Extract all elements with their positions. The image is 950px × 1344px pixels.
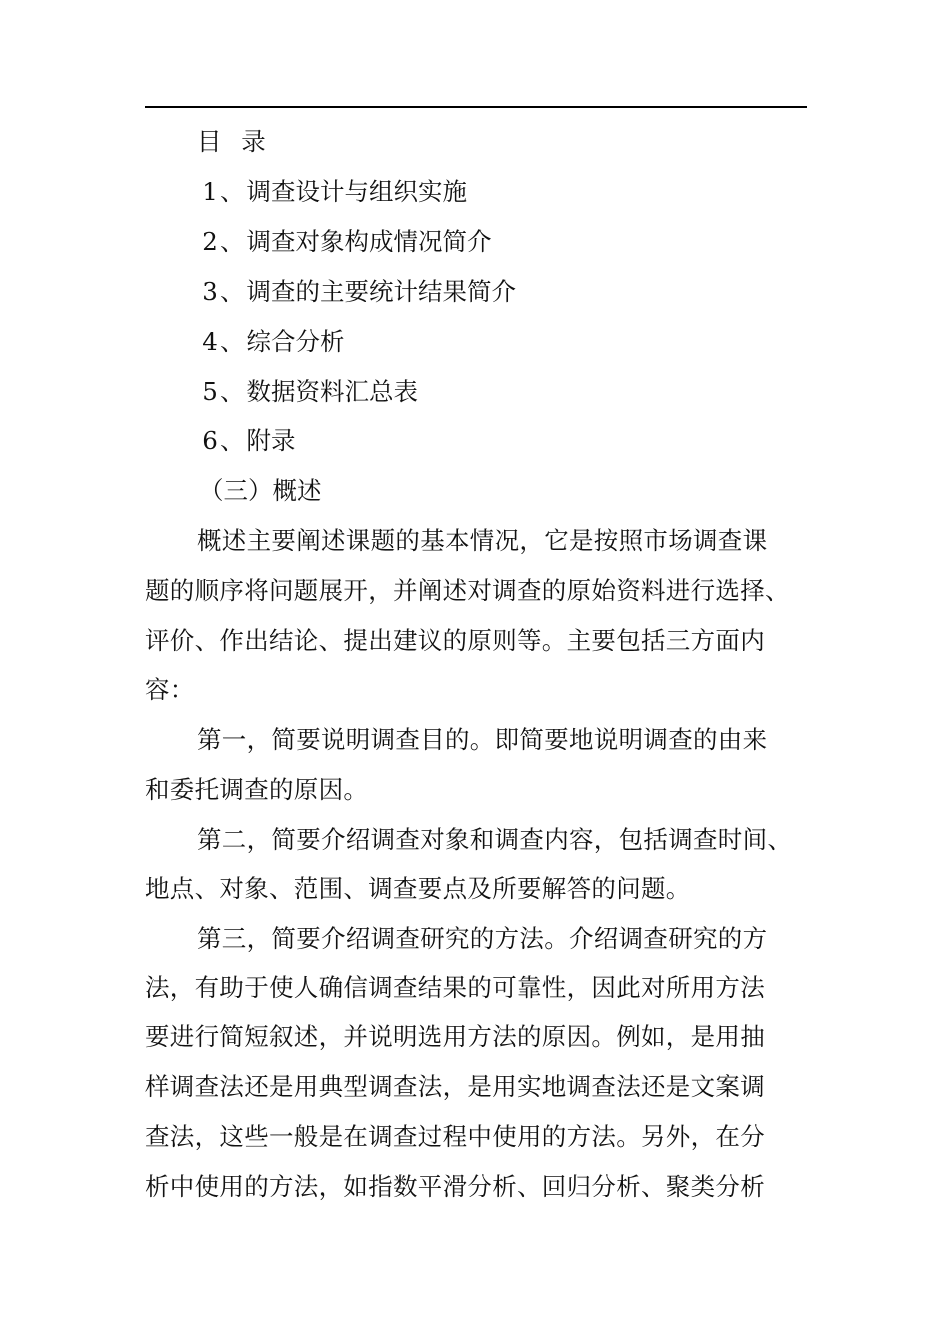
paragraph-line: 容： xyxy=(145,675,195,704)
toc-separator: 、 xyxy=(220,177,245,206)
toc-separator: 、 xyxy=(220,377,245,406)
toc-item-5 xyxy=(200,377,418,407)
toc-item-number: 2 xyxy=(202,227,218,256)
paragraph-line: 法，有助于使人确信调查结果的可靠性，因此对所用方法 xyxy=(145,973,765,1002)
toc-item-text: 数据资料汇总表 xyxy=(246,377,418,406)
paragraph-line: 第三，简要介绍调查研究的方法。介绍调查研究的方 xyxy=(197,924,768,953)
paragraph-line: 样调查法还是用典型调查法，是用实地调查法还是文案调 xyxy=(145,1072,765,1101)
toc-item-text: 综合分析 xyxy=(246,327,345,356)
toc-separator: 、 xyxy=(220,227,245,256)
toc-separator: 、 xyxy=(220,277,245,306)
toc-item-number: 1 xyxy=(202,177,218,206)
paragraph-line: 题的顺序将问题展开，并阐述对调查的原始资料进行选择、 xyxy=(145,576,790,605)
paragraph-line: 和委托调查的原因。 xyxy=(145,775,369,804)
toc-item-number: 4 xyxy=(202,327,218,356)
toc-item-6 xyxy=(200,426,296,456)
paragraph-line: 要进行简短叙述，并说明选用方法的原因。例如，是用抽 xyxy=(145,1022,765,1051)
toc-separator: 、 xyxy=(220,327,245,356)
toc-item-3 xyxy=(200,277,516,307)
toc-item-1 xyxy=(200,177,467,207)
toc-item-4 xyxy=(200,327,345,357)
paragraph-line: 查法，这些一般是在调查过程中使用的方法。另外，在分 xyxy=(145,1122,765,1151)
toc-item-number: 6 xyxy=(202,426,218,455)
section-heading: （三）概述 xyxy=(199,476,322,505)
toc-item-number: 5 xyxy=(202,377,218,406)
header-rule xyxy=(145,106,807,108)
paragraph-line: 概述主要阐述课题的基本情况，它是按照市场调查课 xyxy=(197,526,768,555)
paragraph-line: 第一，简要说明调查目的。即简要地说明调查的由来 xyxy=(197,725,768,754)
paragraph-line: 评价、作出结论、提出建议的原则等。主要包括三方面内 xyxy=(145,626,765,655)
toc-item-text: 调查设计与组织实施 xyxy=(246,177,467,206)
paragraph-line: 第二，简要介绍调查对象和调查内容，包括调查时间、 xyxy=(197,825,793,854)
toc-item-text: 调查的主要统计结果简介 xyxy=(246,277,516,306)
toc-item-2 xyxy=(200,227,492,257)
toc-item-number: 3 xyxy=(202,277,218,306)
toc-separator: 、 xyxy=(220,426,245,455)
toc-item-text: 附录 xyxy=(246,426,296,455)
toc-title: 目 录 xyxy=(197,127,272,156)
paragraph-line: 析中使用的方法，如指数平滑分析、回归分析、聚类分析 xyxy=(145,1172,765,1201)
toc-item-text: 调查对象构成情况简介 xyxy=(246,227,492,256)
paragraph-line: 地点、对象、范围、调查要点及所要解答的问题。 xyxy=(145,874,691,903)
